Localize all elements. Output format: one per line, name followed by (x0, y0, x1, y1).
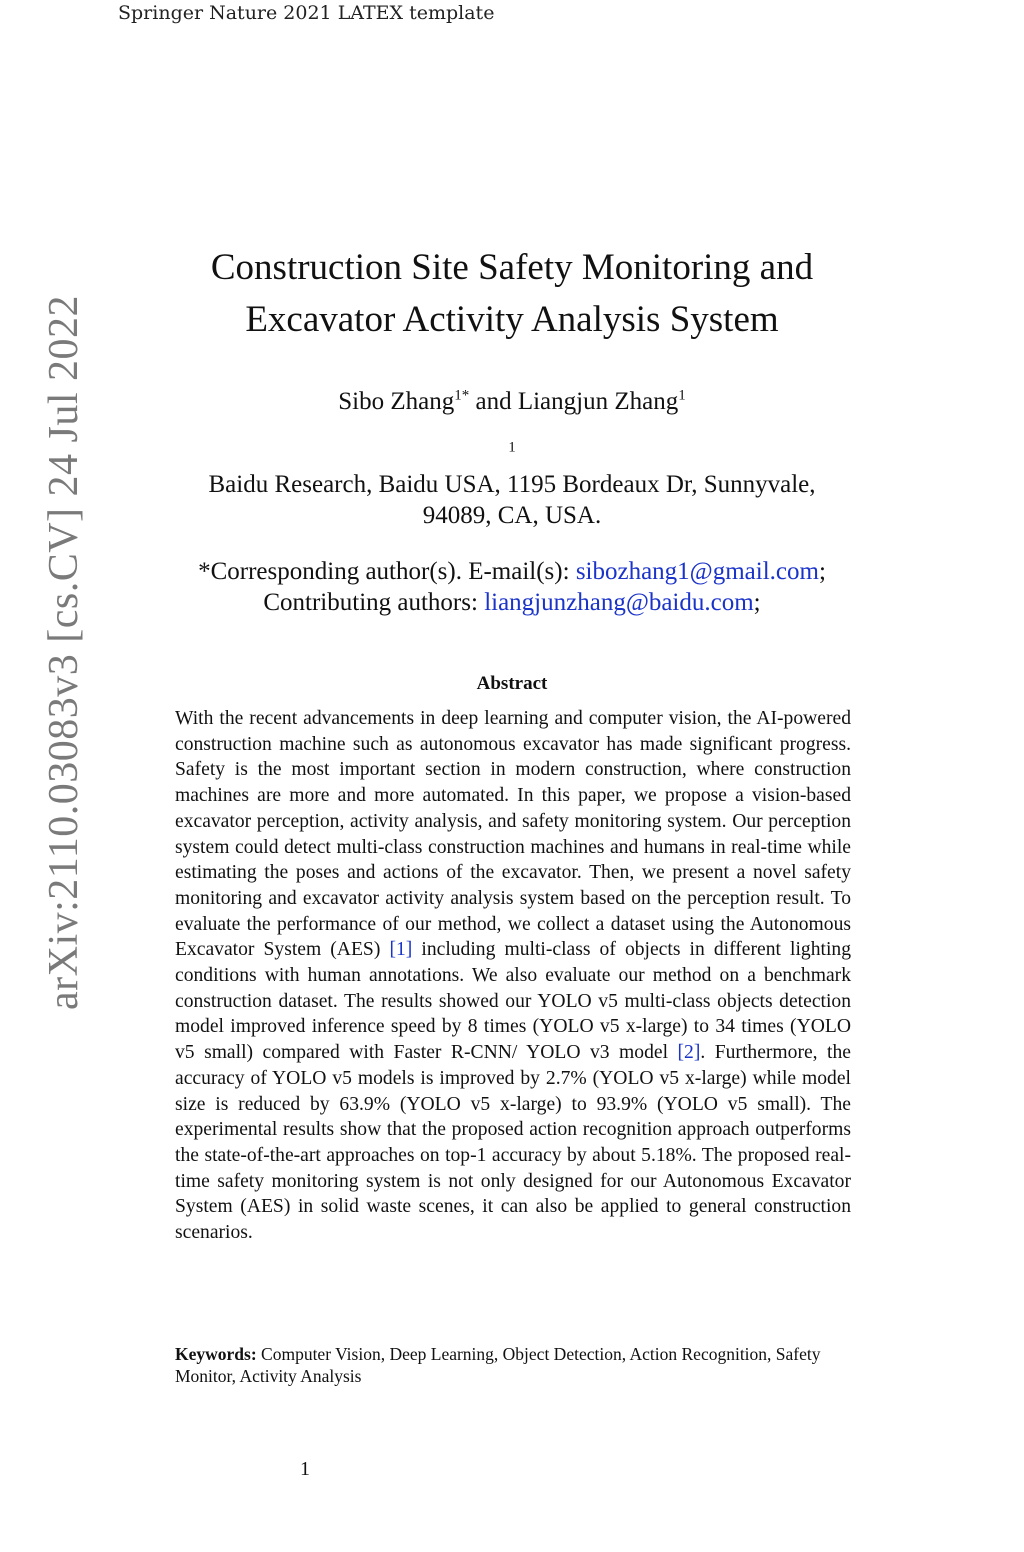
author-1-name: Sibo Zhang (338, 388, 455, 415)
corresponding-line (120, 556, 904, 587)
author-list (150, 388, 874, 416)
contributing-prefix: Contributing authors: (263, 589, 485, 616)
abstract-part-3: . Furthermore, the accuracy of YOLO v5 models is improved by 2.7% (YOLO v5 x-large) while model size is reduced by 63.9% (YOLO v5 x-large) to 93.9% (YOLO v5 small). The experimental results show that the proposed action recognition approach outperforms the state-of-the-art approaches on top-1 accuracy by about 5.18%. The proposed real-time safety monitoring system is not only designed for our Autonomous Excavator System (AES) in solid waste scenes, it can also be applied to general construction scenarios. (175, 1042, 851, 1244)
contributing-sep: ; (753, 589, 761, 616)
affiliation (150, 438, 874, 531)
page-number: 1 (300, 1458, 310, 1480)
arxiv-stamp: arXiv:2110.03083v3 [cs.CV] 24 Jul 2022 (41, 294, 87, 1010)
keywords-block (175, 1343, 851, 1387)
author-2-affil-mark: 1 (678, 387, 686, 404)
citation-link-1[interactable]: [1] (389, 939, 413, 961)
author-1-affil-mark: 1* (454, 387, 470, 404)
email-link-liangjun[interactable]: liangjunzhang@baidu.com (484, 589, 754, 616)
author-conjunction: and (469, 388, 518, 415)
affiliation-line-2: 94089, CA, USA. (422, 502, 602, 529)
abstract-heading: Abstract (476, 673, 548, 694)
abstract-part-1: With the recent advancements in deep learning and computer vision, the AI-powered construction machine such as autonomous excavator has made significant progress. Safety is the most important section in modern construction, where construction machines are more and more automated. In this paper, we propose a vision-based excavator perception, activity analysis, and safety monitoring system. Our perception system could detect multi-class construction machines and humans in real-time while estimating the poses and actions of the excavator. Then, we present a novel safety monitoring and excavator activity analysis system based on the perception result. To evaluate the performance of our method, we collect a dataset using the Autonomous Excavator System (AES) (175, 708, 851, 961)
citation-link-2[interactable]: [2] (677, 1042, 701, 1064)
template-header: Springer Nature 2021 LATEX template (118, 2, 495, 24)
affiliation-mark: 1 (508, 439, 516, 456)
abstract-part-2: including multi-class of objects in different lighting conditions with human annotations. We also evaluate our method on a benchmark construction dataset. The results showed our YOLO v5 multi-class objects detection model improved inference speed by 8 times (YOLO v5 x-large) to 34 times (YOLO v5 small) compared with Faster R-CNN/ YOLO v3 model (175, 939, 851, 1064)
affiliation-text-1: Baidu Research, Baidu USA, 1195 Bordeaux Dr, Sunnyvale, (208, 471, 816, 498)
keywords-text: Computer Vision, Deep Learning, Object Detection, Action Recognition, Safety Monitor, Activity Analysis (175, 1344, 821, 1386)
keywords-label: Keywords: (175, 1344, 257, 1364)
correspondence-block (120, 556, 904, 618)
affiliation-line-1 (150, 438, 874, 500)
email-link-sibo[interactable]: sibozhang1@gmail.com (575, 558, 819, 585)
title-line-2: Excavator Activity Analysis System (245, 299, 779, 340)
corresponding-prefix: *Corresponding author(s). E-mail(s): (198, 558, 576, 585)
title-line-1: Construction Site Safety Monitoring and (210, 247, 814, 288)
abstract-body (175, 706, 851, 1246)
corresponding-sep: ; (818, 558, 826, 585)
author-2-name: Liangjun Zhang (517, 388, 679, 415)
contributing-line (120, 587, 904, 618)
paper-title (150, 242, 874, 346)
